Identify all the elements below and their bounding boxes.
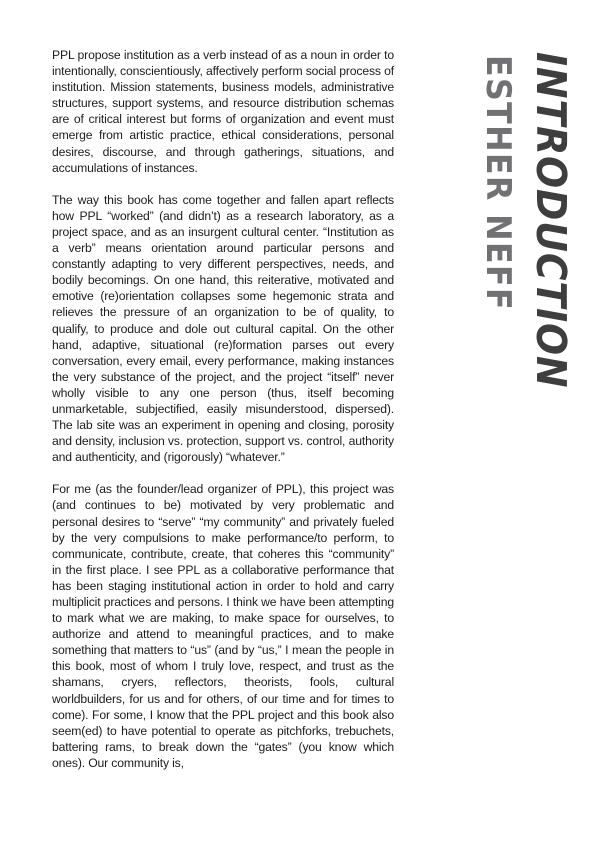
paragraph-book-reflects-ppl: The way this book has come together and fallen apart reflects how PPL “worked” (and didn’t) as a research laboratory, as a project space, and as an insurgent cultural center. “Institution as a verb” means orientation around particular persons and constantly adapting to very different perspectives, needs, and bodily becomings. On one hand, this reiterative, motivated and emotive (re)orientation collapses some hegemonic strata and relieves the pressure of an organization to be of quality, to qualify, to produce and dole out cultural capital. On the other hand, adaptive, situational (re)formation parses out every conversation, every email, every performance, making instances the very substance of the project, and the project “itself” never wholly visible to any one person (thus, itself becoming unmarketable, subjectified, easily misunderstood, dispersed). The lab site was an experiment in opening and closing, porosity and density, inclusion vs. protection, support vs. control, authority and authenticity, and (rigorously) “whatever.” bbox=[52, 192, 394, 465]
paragraph-institution-as-verb: PPL propose institution as a verb instead of as a noun in order to intentionally, conscientiously, affectively perform social process of institution. Mission statements, business models, administrative structures, support systems, and resource distribution schemas are of critical interest but forms of organization and event must emerge from artistic practice, ethical considerations, personal desires, discourse, and through gatherings, situations, and accumulations of instances. bbox=[52, 48, 394, 175]
chapter-title: INTRODUCTION bbox=[527, 52, 575, 389]
paragraph-founder-motivation: For me (as the founder/lead organizer of PPL), this project was (and continues to be) motivated by very problematic and personal desires to “serve” “my community” and privately fueled by the very compulsions to make performance/to perform, to communicate, contribute, create, that coheres this “community” in the first place. I see PPL as a collaborative performance that has been staging institutional action in order to hold and carry multiplicit practices and persons. I think we have been attempting to mark what we are making, to make space for ourselves, to authorize and attend to meaningful practices, and to make something that matters to “us” (and by “us,” I mean the people in this book, most of whom I truly love, respect, and trust as the shamans, cryers, reflectors, theorists, fools, cultural worldbuilders, for us and for others, of our time and for times to come). For some, I know that the PPL project and this book also seem(ed) to have potential to operate as pitchforks, trebuchets, battering rams, to break down the “gates” (you know which ones). Our community is, bbox=[52, 482, 394, 770]
body-text bbox=[52, 47, 394, 787]
chapter-author: ESTHER NEFF bbox=[478, 55, 518, 311]
